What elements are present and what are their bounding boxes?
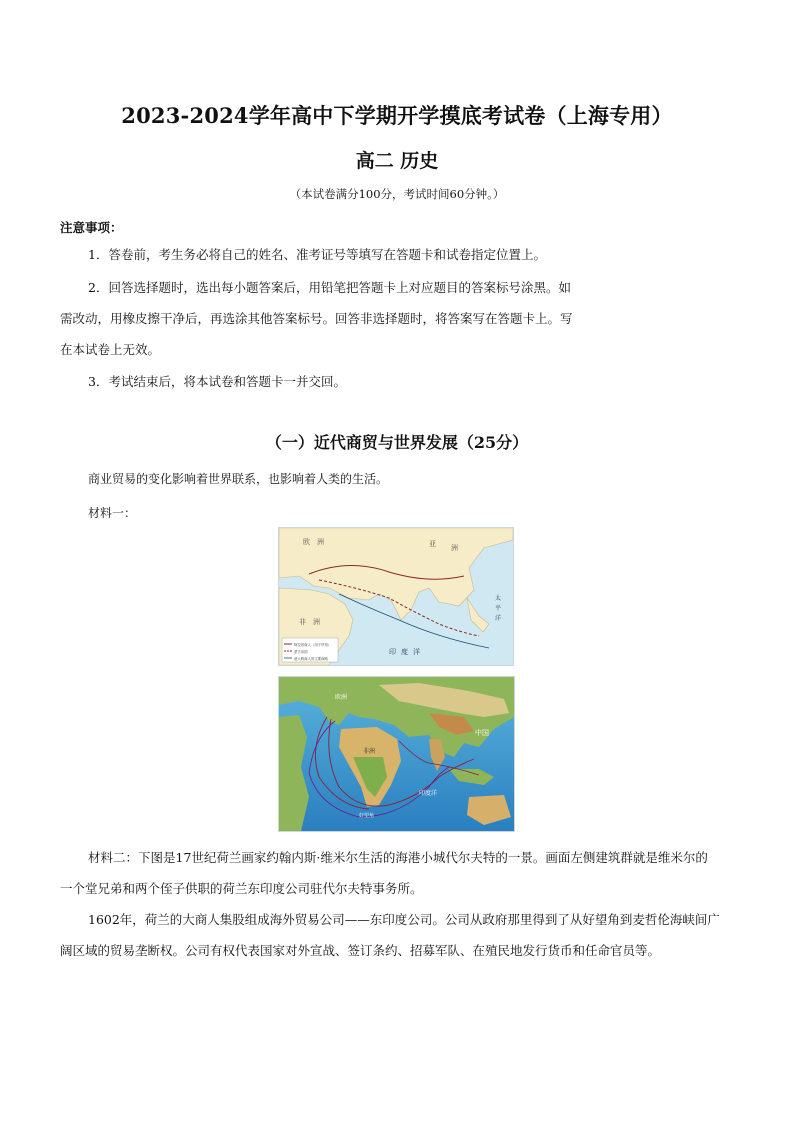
map1-label-africa-1: 非 <box>299 618 306 626</box>
map1-label-indian-1: 印 <box>389 648 396 656</box>
exam-subtitle: 高二 历史 <box>355 150 439 172</box>
notice-item-2-cont: 需改动，用橡皮擦干净后，再选涂其他答案标号。回答非选择题时，将答案写在答题卡上。写 <box>60 311 573 326</box>
trade-route-map-1 <box>278 527 514 666</box>
map1-legend-2: 蒙古帝国 <box>294 650 308 654</box>
notice-item-3: 3．考试结束后，将本试卷和答题卡一并交回。 <box>88 374 346 389</box>
material2-paragraph-1: 材料二：下图是17世纪荷兰画家约翰内斯·维米尔生活的海港小城代尔夫特的一景。画面左侧建筑群就是维米尔的一个堂兄弟和两个侄子供职的荷兰东印度公司驻代尔夫特事务所。 <box>60 850 708 896</box>
map1-label-indian-2: 度 <box>401 648 408 656</box>
material1-label: 材料一： <box>88 506 137 520</box>
map2-label-europe: 欧洲 <box>335 694 348 701</box>
section-title: （一）近代商贸与世界发展（25分） <box>265 433 529 452</box>
map1-label-europe-2: 洲 <box>317 538 324 546</box>
material2-paragraph-2: 1602年，荷兰的大商人集股组成海外贸易公司——东印度公司。公司从政府那里得到了从好望角到麦哲伦海峡间广阔区域的贸易垄断权。公司有权代表国家对外宣战、签订条约、招募军队、在殖民地发行货币和任命官员等。 <box>60 912 720 958</box>
section-intro: 商业贸易的变化影响着世界联系，也影响着人类的生活。 <box>88 472 389 486</box>
map1-label-asia-1: 亚 <box>429 540 436 548</box>
exam-info: （本试卷满分100分，考试时间60分钟。） <box>289 187 505 201</box>
map1-label-europe-1: 欧 <box>303 538 310 546</box>
map1-label-africa-2: 洲 <box>313 618 320 626</box>
map1-label-indian-3: 洋 <box>413 648 420 656</box>
map2-label-cape: 好望角 <box>359 813 375 819</box>
map1-label-pacific-1: 太 <box>495 595 502 602</box>
map2-label-indian-ocean: 印度洋 <box>419 790 438 797</box>
notice-heading: 注意事项： <box>60 220 123 235</box>
notice-item-2: 2．回答选择题时，选出每小题答案后，用铅笔把答题卡上对应题目的答案标号涂黑。如 <box>88 280 571 295</box>
map1-label-pacific-2: 平 <box>495 605 502 612</box>
notice-item-1: 1．答卷前，考生务必将自己的姓名、准考证号等填写在答题卡和试卷指定位置上。 <box>88 247 546 262</box>
map1-legend-3: 意大利商人的主要商路 <box>294 657 328 661</box>
map1-label-pacific-3: 洋 <box>495 615 502 622</box>
notice-item-2-end: 在本试卷上无效。 <box>60 342 161 357</box>
map2-label-china: 中国 <box>475 729 489 737</box>
map2-label-africa: 非洲 <box>363 748 376 755</box>
exam-title: 2023-2024学年高中下学期开学摸底考试卷（上海专用） <box>121 103 673 128</box>
map1-label-asia-2: 洲 <box>451 544 458 552</box>
map1-legend-1: 阿拉伯商人（用于贸易） <box>294 643 332 647</box>
trade-route-map-2 <box>278 676 515 832</box>
